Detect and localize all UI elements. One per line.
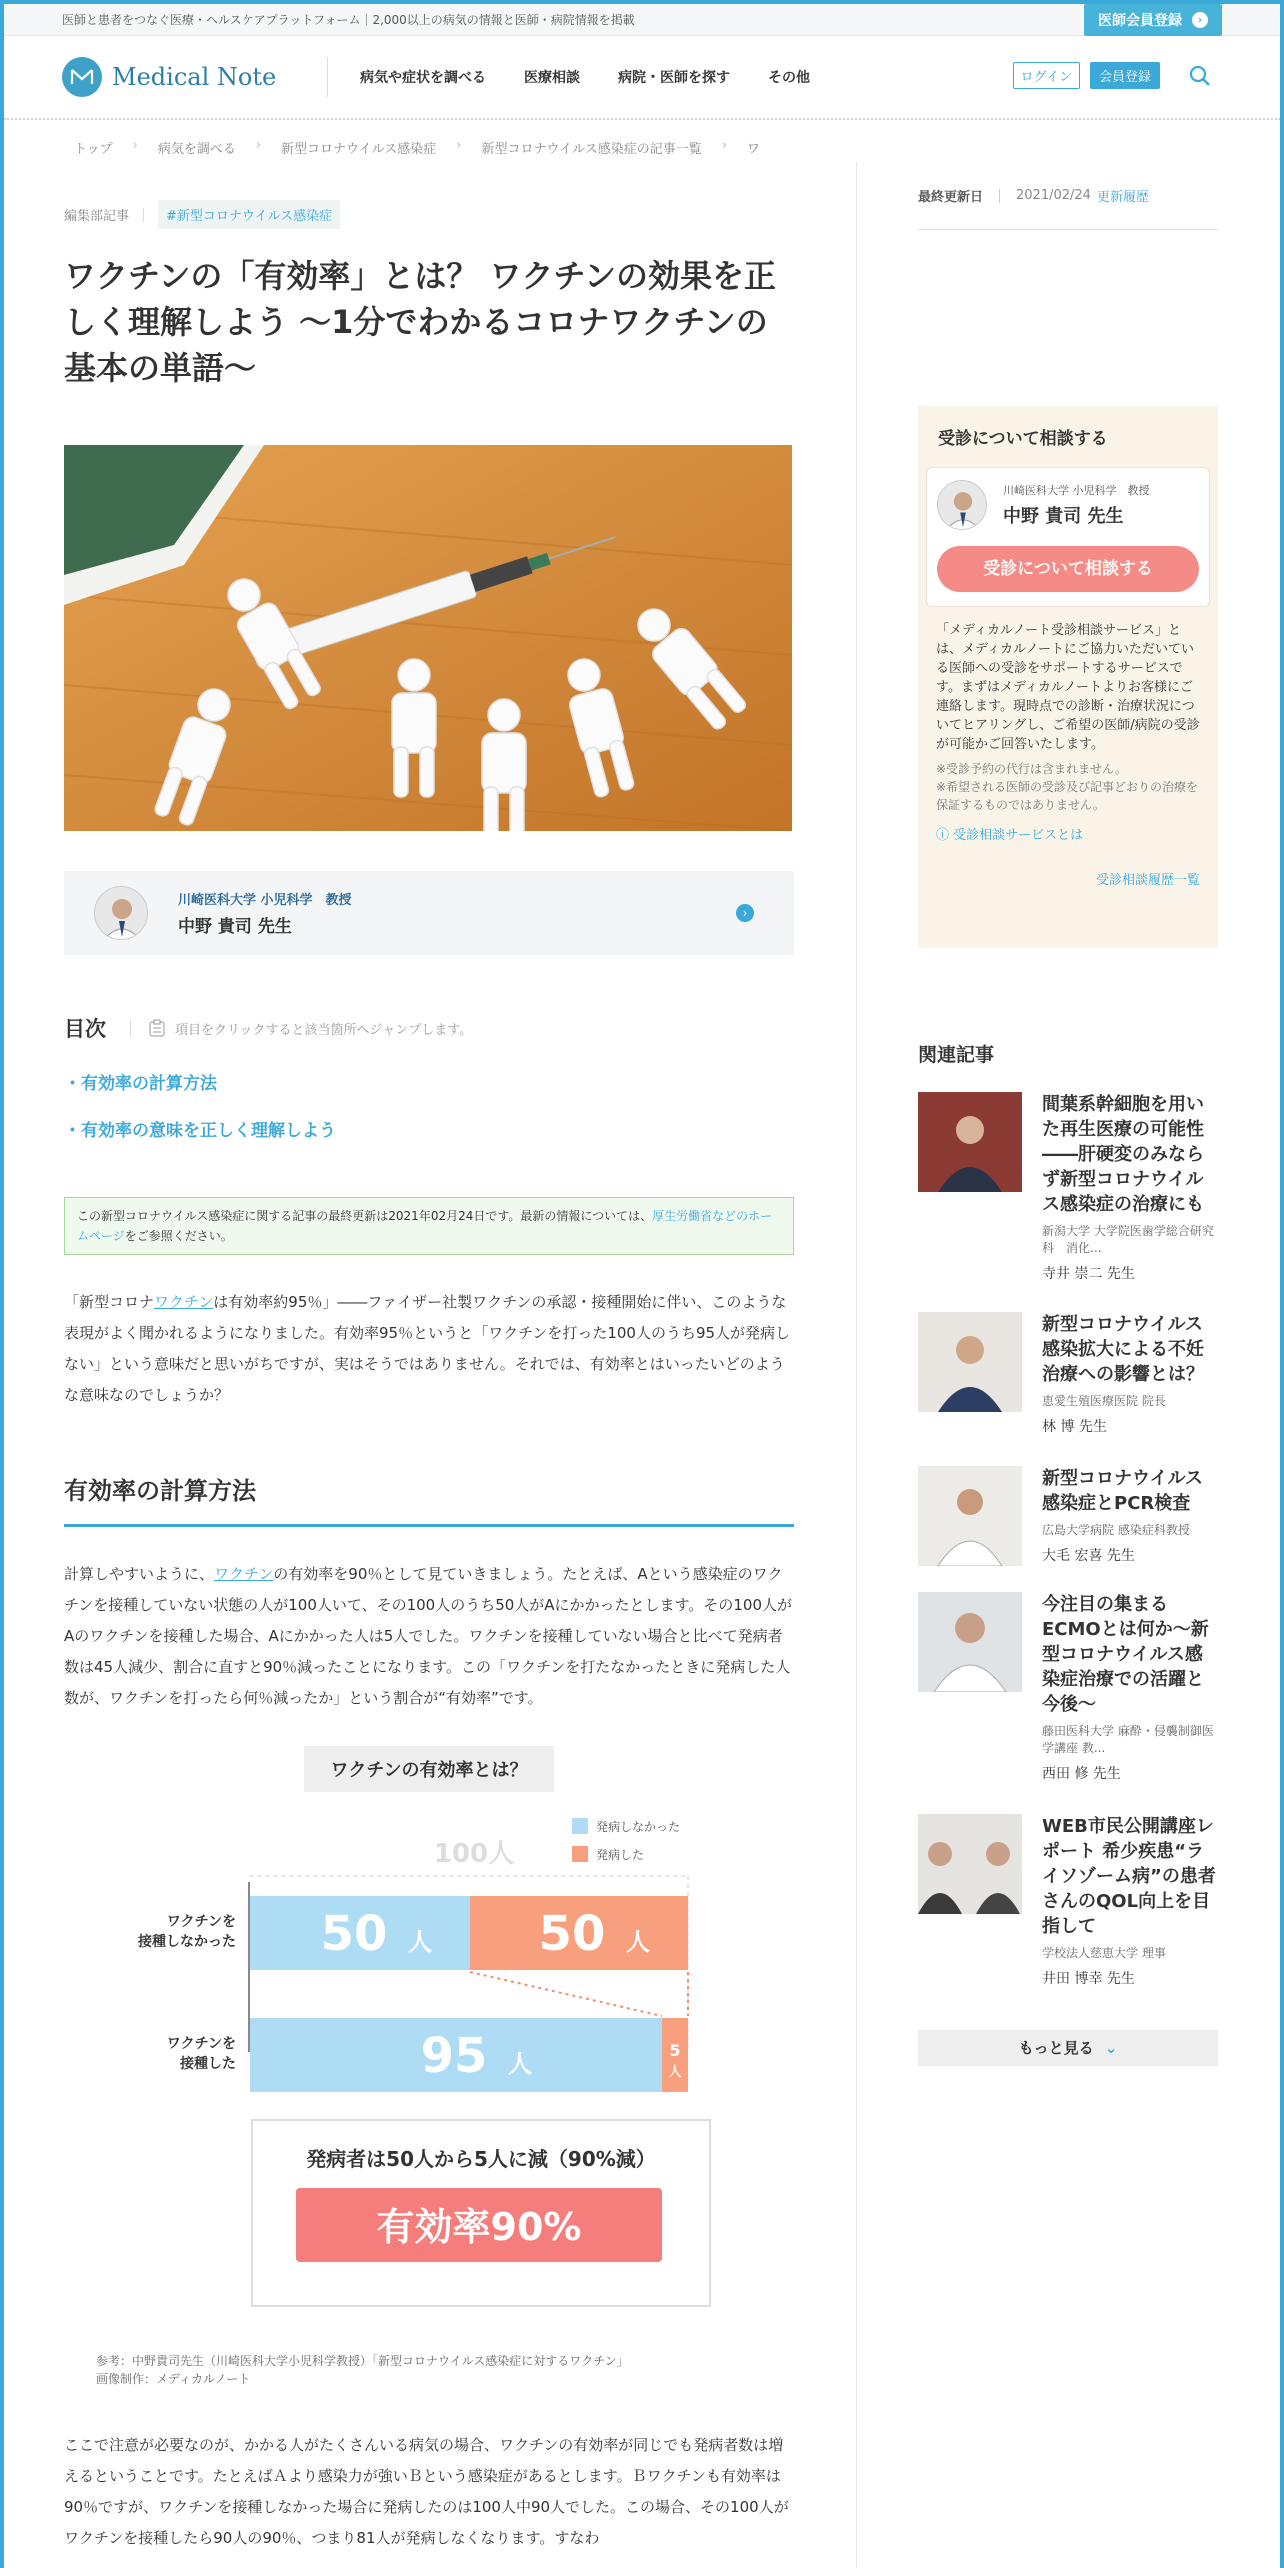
logo-text: Medical Note (112, 63, 277, 91)
legend-no: 発病しなかった (596, 1820, 681, 1834)
doctor-name: 中野 貴司 先生 (1003, 506, 1124, 527)
toc-header (64, 1013, 794, 1043)
breadcrumb-articles[interactable]: 新型コロナウイルス感染症の記事一覧 (481, 142, 702, 157)
related-thumbnail (918, 1466, 1022, 1566)
search-icon[interactable] (1188, 64, 1212, 88)
consult-note-1: ※受診予約の代行は含まれません。 (936, 762, 1127, 776)
related-doctor: 林 博 先生 (1042, 1419, 1107, 1435)
chevron-right-icon: › (1192, 12, 1208, 28)
more-button[interactable] (918, 2030, 1218, 2066)
row1-label-2: 接種しなかった (138, 1934, 236, 1950)
section-heading: 有効率の計算方法 (64, 1471, 794, 1527)
notice-link[interactable]: 厚生労働省などのホームページ (77, 1209, 773, 1243)
nav-consult[interactable]: 医療相談 (524, 70, 580, 86)
row2-right-value: 5 (669, 2041, 681, 2060)
related-article[interactable] (918, 1092, 1218, 1283)
section-paragraph (64, 1559, 794, 1714)
efficacy-infographic (64, 1742, 794, 2352)
header-actions (1013, 62, 1212, 89)
site-logo[interactable] (62, 57, 327, 97)
chevron-down-icon: ⌄ (1104, 2039, 1118, 2057)
toc-item[interactable]: ・ 有効率の意味を正しく理解しよう (64, 1116, 794, 1141)
doctor-register-button[interactable] (1084, 4, 1222, 36)
related-text (1042, 1312, 1218, 1436)
related-doctor: 西田 修 先生 (1042, 1766, 1121, 1782)
related-affiliation: 学校法人慈恵大学 理事 (1042, 1946, 1166, 1960)
section-text: 計算しやすいように、 (64, 1565, 215, 1583)
notice-text: この新型コロナウイルス感染症に関する記事の最終更新は2021年02月24日です。最新の情報については、 (77, 1209, 653, 1223)
site-tagline: 医師と患者をつなぐ医療・ヘルスケアプラットフォーム｜2,000以上の病気の情報と医師・病院情報を掲載 (62, 13, 635, 27)
intro-text: 「新型コロナ (64, 1293, 155, 1311)
article (64, 200, 794, 2554)
doctor-row (937, 480, 1199, 530)
toc-item[interactable]: ・ 有効率の計算方法 (64, 1069, 794, 1094)
legend-swatch-no (572, 1818, 588, 1834)
breadcrumb (74, 138, 760, 157)
breadcrumb-covid[interactable]: 新型コロナウイルス感染症 (281, 142, 437, 157)
summary-text: 発病者は50人から5人に減（90%減） (306, 2147, 656, 2171)
related-text (1042, 1814, 1218, 1988)
login-button[interactable]: ログイン (1013, 62, 1080, 89)
intro-paragraph (64, 1287, 794, 1411)
legend-yes: 発病した (596, 1848, 645, 1862)
chevron-right-icon[interactable]: › (736, 904, 754, 922)
breadcrumb-diseases[interactable]: 病気を調べる (157, 142, 236, 157)
related-title-text: WEB市民公開講座レポート 希少疾患“ライソゾーム病”の患者さんのQOL向上を目指して (1042, 1816, 1216, 1937)
consult-history-link[interactable]: 受診相談履歴一覧 (1095, 873, 1200, 888)
toc-title: 目次 (64, 1017, 106, 1041)
legend-swatch-yes (572, 1846, 588, 1862)
related-thumbnail (918, 1312, 1022, 1412)
related-doctor: 大毛 宏喜 先生 (1042, 1548, 1135, 1564)
consult-doctor-card (926, 467, 1210, 607)
author-name: 中野 貴司 先生 (178, 917, 292, 937)
related-article[interactable] (918, 1592, 1218, 1783)
breadcrumb-current: ワ (746, 142, 760, 157)
vaccine-link[interactable]: ワクチン (214, 1565, 274, 1583)
figure-credit (96, 2352, 794, 2388)
article-title: ワクチンの「有効率」とは？ ワクチンの効果を正しく理解しよう 〜1分でわかるコロナワクチンの基本の単語〜 (64, 257, 776, 387)
row1-right-value: 50 (538, 1906, 606, 1962)
main-nav (327, 57, 810, 97)
toc-list (64, 1069, 794, 1141)
unit-label: 人 (626, 1928, 650, 1956)
article-tag[interactable]: #新型コロナウイルス感染症 (158, 200, 340, 229)
divider (143, 208, 144, 222)
article-meta (64, 200, 794, 229)
doctor-register-label: 医師会員登録 (1098, 12, 1182, 29)
author-info (178, 889, 352, 937)
body-paragraph: ここで注意が必要なのが、かかる人がたくさんいる病気の場合、ワクチンの有効率が同じでも発病者数は増えるということです。たとえばＡより感染力が強いＢという感染症があるとします。Ｂワクチンも有効率は90％ですが、ワクチンを接種しなかった場合に発病したのは100人中90人でした。この場合、その100人がワクチンを接種したら90人の90％、つまり81人が発病しなくなります。すなわ (64, 2436, 789, 2547)
toc-note-text: 項目をクリックすると該当箇所へジャンプします。 (175, 1022, 473, 1038)
doctor-avatar (937, 480, 987, 530)
intro-text-rest: は有効率約95％」――ファイザー社製ワクチンの承認・接種開始に伴い、このような表現がよく聞かれるようになりました。有効率95％というと「ワクチンを打った100人のうち95人が発病しない」という意味だと思いがちですが、実はそうではありません。それでは、有効率とはいったいどのような意味なのでしょうか？ (64, 1293, 791, 1404)
consult-description: 「メディカルノート受診相談サービス」とは、メディカルノートにご協力いただいている医師への受診をサポートするサービスです。まずはメディカルノートよりお客様にご連絡します。現時点での診断・治療状況についてヒアリングし、ご希望の医師/病院の受診が可能かご回答いたします。 (936, 623, 1200, 752)
updated-date: 2021/02/24 (1016, 188, 1091, 203)
breadcrumb-separator-icon: › (721, 138, 727, 153)
consult-button[interactable]: 受診について相談する (937, 546, 1199, 592)
row2-label-1: ワクチンを (166, 2036, 236, 2052)
consult-panel (918, 406, 1218, 948)
hero-image (64, 445, 792, 831)
more-label: もっと見る (1018, 2039, 1094, 2057)
logo-mark-icon (62, 57, 102, 97)
clipboard-icon (149, 1019, 165, 1037)
author-avatar (94, 886, 148, 940)
divider (999, 189, 1000, 203)
nav-other[interactable]: その他 (768, 70, 810, 86)
notice-text-end: をご参照ください。 (124, 1229, 233, 1243)
update-notice (64, 1197, 794, 1255)
top-bar (4, 0, 1280, 36)
table-of-contents (64, 1013, 794, 1141)
related-text (1042, 1592, 1218, 1783)
figure-title: ワクチンの有効率とは？ (330, 1760, 528, 1781)
related-affiliation: 広島大学病院 感染症科教授 (1042, 1523, 1190, 1537)
row2-left-value: 95 (420, 2028, 488, 2084)
related-title-text: 新型コロナウイルス感染拡大による不妊治療への影響とは？ (1042, 1314, 1204, 1385)
member-register-button[interactable]: 会員登録 (1090, 62, 1160, 89)
related-affiliation: 新潟大学 大学院医歯学総合研究科 消化... (1042, 1224, 1214, 1255)
related-thumbnail (918, 1092, 1022, 1192)
toc-note (130, 1019, 472, 1038)
updated-label: 最終更新日 (918, 190, 984, 205)
nav-diseases[interactable]: 病気や症状を調べる (360, 70, 486, 86)
related-title-text: 間葉系幹細胞を用いた再生医療の可能性――肝硬変のみならず新型コロナウイルス感染症の治療にも (1042, 1094, 1204, 1215)
author-card[interactable] (64, 871, 794, 955)
related-article[interactable] (918, 1466, 1218, 1566)
efficacy-result: 有効率90% (376, 2205, 582, 2249)
related-affiliation: 藤田医科大学 麻酔・侵襲制御医学講座 教... (1042, 1724, 1214, 1755)
related-doctor: 井田 博幸 先生 (1042, 1971, 1135, 1987)
vaccine-link[interactable]: ワクチン (154, 1293, 214, 1311)
related-text (1042, 1092, 1218, 1283)
related-thumbnail (918, 1814, 1022, 1914)
unit-label: 人 (508, 2050, 532, 2078)
row1-label-1: ワクチンを (166, 1914, 236, 1930)
article-category: 編集部記事 (64, 209, 130, 224)
related-doctor: 寺井 崇二 先生 (1042, 1266, 1135, 1282)
section-text-rest: の有効率を90％として見ていきましょう。たとえば、Aという感染症のワクチンを接種していない状態の人が100人いて、その100人のうち50人がAにかかったとします。その100人がAのワクチンを接種した場合、Aにかかった人は5人でした。ワクチンを接種していない場合と比べて発病者数は45人減少、割合に直すと90％減ったことになります。この「ワクチンを打たなかったときに発病した人数が、ワクチンを打ったら何％減ったか」という割合が“有効率”です。 (64, 1565, 792, 1707)
consult-title: 受診について相談する (938, 429, 1108, 449)
doctor-affiliation: 川崎医科大学 小児科学 教授 (1003, 484, 1150, 497)
credit-reference: 参考：中野貴司先生（川崎医科大学小児科学教授）「新型コロナウイルス感染症に対するワクチン」 (96, 2354, 629, 2368)
related-title-text: 今注目の集まるECMOとは何か〜新型コロナウイルス感染症治療での活躍と今後〜 (1042, 1594, 1209, 1715)
row2-label-2: 接種した (180, 2056, 236, 2072)
unit-label: 人 (408, 1928, 432, 1956)
update-history-link[interactable]: 更新履歴 (1096, 190, 1149, 205)
related-text (1042, 1466, 1218, 1566)
nav-hospitals[interactable]: 病院・医師を探す (618, 70, 730, 86)
related-title: 関連記事 (918, 1044, 995, 1066)
unit-label: 人 (668, 2065, 682, 2080)
related-article[interactable] (918, 1312, 1218, 1436)
related-article[interactable] (918, 1814, 1218, 1988)
related-thumbnail (918, 1592, 1022, 1692)
author-affiliation: 川崎医科大学 小児科学 教授 (178, 893, 352, 908)
row1-left-value: 50 (320, 1906, 388, 1962)
breadcrumb-top[interactable]: トップ (74, 142, 113, 157)
related-title-text: 新型コロナウイルス感染症とPCR検査 (1042, 1468, 1203, 1514)
last-updated (918, 186, 1218, 230)
total-label: 100人 (433, 1839, 515, 1869)
column-divider (856, 162, 857, 2568)
consult-note-2: ※希望される医師の受診及び記事どおりの治療を保証するものではありません。 (936, 780, 1199, 812)
consult-info-link[interactable]: ⓘ 受診相談サービスとは (936, 828, 1084, 843)
breadcrumb-separator-icon: › (132, 138, 138, 153)
breadcrumb-separator-icon: › (456, 138, 462, 153)
breadcrumb-separator-icon: › (255, 138, 262, 153)
site-header (4, 36, 1280, 120)
credit-production: 画像制作：メディカルノート (96, 2372, 251, 2386)
consult-note (926, 754, 1210, 814)
related-affiliation: 恵愛生殖医療医院 院長 (1042, 1394, 1166, 1408)
